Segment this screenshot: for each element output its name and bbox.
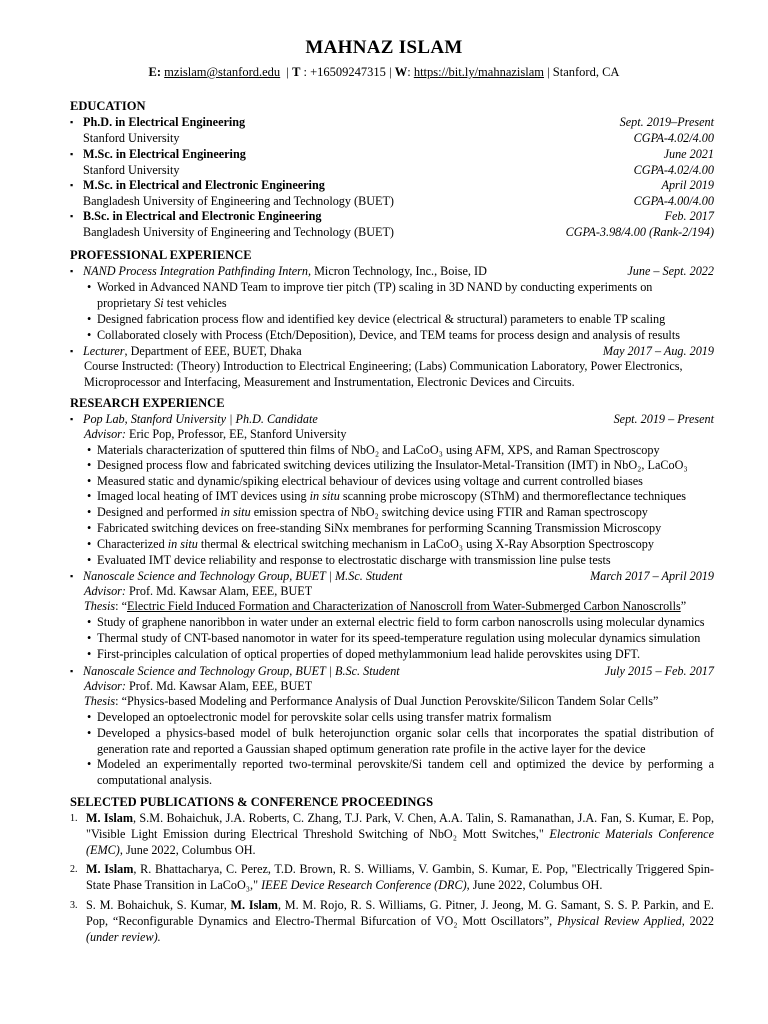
bullet-text: Developed a physics-based model of bulk heterojunction organic solar cells that incorporates the spatial distribution of generation rate and reported a Gaussian shaped optimum generation rate profile in the active layer for the device: [97, 726, 714, 756]
school-name: Bangladesh University of Engineering and Technology (BUET): [83, 194, 394, 208]
separator: |: [547, 65, 550, 79]
bullet-icon: •: [87, 710, 92, 724]
research-bullet: [88, 631, 714, 647]
publication-date: , 2022: [681, 914, 715, 928]
research-bullet: [88, 458, 714, 474]
publications-heading: SELECTED PUBLICATIONS & CONFERENCE PROCEEDINGS: [70, 795, 434, 809]
job-title-line: [83, 263, 487, 279]
research-date: July 2015 – Feb. 2017: [604, 664, 714, 678]
course-line: Course Instructed: (Theory) Introduction to Electrical Engineering; (Labs) Communication Laboratory, Power Electronics,: [84, 359, 683, 373]
school-name: Stanford University: [83, 163, 180, 177]
bullet-icon: •: [87, 647, 92, 661]
bullet-text: Fabricated switching devices on free-standing SiNx membranes for performing Scanning Transmission Microscopy: [97, 521, 662, 535]
square-bullet-icon: ▪: [70, 180, 74, 190]
advisor-name: Prof. Md. Kawsar Alam, EEE, BUET: [125, 679, 313, 693]
bullet-fragment: Designed and performed: [97, 505, 221, 519]
research-group: Nanoscale Science and Technology Group, BUET | B.Sc. Student: [83, 664, 400, 678]
degree-date: Sept. 2019–Present: [619, 115, 714, 129]
bullet-fragment: thermal & electrical switching mechanism in LaCoO₃ using X-Ray Absorption Spectroscopy: [197, 537, 654, 551]
research-bullet: [88, 537, 714, 553]
bullet-icon: •: [87, 615, 92, 629]
degree-title: M.Sc. in Electrical Engineering: [83, 147, 246, 161]
bullet-fragment: Characterized: [97, 537, 168, 551]
bullet-icon: •: [87, 505, 92, 519]
course-line: Microprocessor and Interfacing, Measurement and Instrumentation, Electronic Devices and Circuits.: [84, 374, 575, 389]
publication-item: [70, 861, 714, 893]
research-bullet: [88, 615, 714, 631]
publication-text: [86, 861, 714, 893]
job-header-row: [70, 263, 714, 279]
research-bullet: [88, 647, 714, 663]
research-bullet: [88, 505, 714, 521]
publication-item: [70, 810, 714, 858]
research-bullet: [88, 757, 714, 788]
bullet-text: [97, 489, 714, 505]
gpa: CGPA-4.02/4.00: [633, 131, 714, 145]
author-self: M. Islam: [86, 862, 134, 876]
research-date: March 2017 – April 2019: [590, 569, 714, 583]
square-bullet-icon: ▪: [70, 666, 74, 676]
thesis-title: Electric Field Induced Formation and Characterization of Nanoscroll from Water-Submerged Carbon Nanoscrolls: [127, 599, 681, 613]
advisor-line: [84, 679, 714, 695]
course-description: [84, 359, 714, 390]
square-bullet-icon: ▪: [70, 346, 74, 356]
bullet-icon: •: [87, 631, 92, 645]
thesis-line: [84, 694, 714, 710]
bullet-icon: •: [87, 328, 92, 342]
bullet-text: Materials characterization of sputtered thin films of NbO₂ and LaCoO₃ using AFM, XPS, and Raman Spectroscopy: [97, 443, 660, 457]
degree-date: April 2019: [661, 178, 714, 192]
experience-heading: PROFESSIONAL EXPERIENCE: [70, 248, 252, 262]
author-self: M. Islam: [86, 811, 134, 825]
research-bullet: [88, 474, 714, 490]
bullet-text: Modeled an experimentally reported two-terminal perovskite/Si tandem cell and optimized the device by performing a computational analysis.: [97, 757, 714, 787]
research-date: Sept. 2019 – Present: [613, 412, 714, 426]
thesis-title: : “Physics-based Modeling and Performance Analysis of Dual Junction Perovskite/Silicon Tandem Solar Cells”: [115, 694, 659, 708]
bullet-text: Designed process flow and fabricated switching devices utilizing the Insulator-Metal-Transition (IMT) in NbO₂, LaCoO₃: [97, 458, 688, 472]
job-date: June – Sept. 2022: [627, 264, 714, 278]
publication-date: , June 2022, Columbus OH.: [119, 843, 256, 857]
bullet-text: Developed an optoelectronic model for perovskite solar cells using transfer matrix formalism: [97, 710, 552, 724]
square-bullet-icon: ▪: [70, 414, 74, 424]
bullet-text: Collaborated closely with Process (Etch/Deposition), Device, and TEM teams for process design and analysis of results: [97, 328, 680, 342]
candidate-name: MAHNAZ ISLAM: [305, 37, 463, 58]
thesis-label: Thesis: [84, 694, 116, 708]
advisor-label: Advisor:: [84, 427, 126, 441]
square-bullet-icon: ▪: [70, 149, 74, 159]
email-link[interactable]: mzislam@stanford.edu: [164, 65, 281, 79]
gpa: CGPA-4.00/4.00: [633, 194, 714, 208]
degree-title: B.Sc. in Electrical and Electronic Engineering: [83, 209, 322, 223]
education-degree-row: [70, 208, 714, 224]
email-label: E:: [148, 65, 162, 79]
contact-line: E: mzislam@stanford.edu | T : +16509247315 | W: https://bit.ly/mahnazislam | Stanford, CA: [148, 65, 620, 79]
italic-term: in situ: [167, 537, 198, 551]
bullet-fragment: Imaged local heating of IMT devices using: [97, 489, 310, 503]
location: Stanford, CA: [552, 65, 620, 79]
bullet-fragment: emission spectra of NbO₂ switching device using FTIR and Raman spectroscopy: [250, 505, 648, 519]
bullet-line: Worked in Advanced NAND Team to improve tier pitch (TP) scaling in 3D NAND by conducting experiments on: [97, 280, 653, 294]
publication-number: 2.: [70, 864, 78, 875]
research-group: Nanoscale Science and Technology Group, BUET | M.Sc. Student: [83, 569, 403, 583]
advisor-name: Prof. Md. Kawsar Alam, EEE, BUET: [125, 584, 313, 598]
research-bullet: [88, 710, 714, 726]
job-employer: , Department of EEE, BUET, Dhaka: [124, 344, 302, 358]
publication-text: [86, 897, 714, 945]
education-degree-row: [70, 177, 714, 193]
research-header-row: [70, 663, 714, 679]
education-heading: EDUCATION: [70, 99, 146, 113]
research-heading: RESEARCH EXPERIENCE: [70, 396, 225, 410]
bullet-text: [97, 505, 714, 521]
bullet-icon: •: [87, 458, 92, 472]
publication-number: 1.: [70, 813, 78, 824]
job-date: May 2017 – Aug. 2019: [602, 344, 714, 358]
thesis-quote: : “: [115, 599, 127, 613]
research-bullet: [88, 489, 714, 505]
bullet-icon: •: [87, 521, 92, 535]
research-group: Pop Lab, Stanford University | Ph.D. Candidate: [83, 412, 318, 426]
square-bullet-icon: ▪: [70, 266, 74, 276]
separator: |: [389, 65, 392, 79]
education-degree-row: [70, 146, 714, 162]
square-bullet-icon: ▪: [70, 117, 74, 127]
bullet-icon: •: [87, 280, 92, 294]
bullet-line: proprietary: [97, 295, 155, 310]
square-bullet-icon: ▪: [70, 571, 74, 581]
publication-body: , M. M. Rojo, R. S. Williams, G. Pitner, J. Jeong, M. G. Samant, S. S. P. Parkin, and E. Pop, “Reconfigurable Dynamics and Electro-Thermal Bifurcation of VO₂ Mott Oscillators”,: [86, 898, 714, 928]
research-header-row: [70, 411, 714, 427]
publication-text: [86, 810, 714, 858]
gpa: CGPA-3.98/4.00 (Rank-2/194): [565, 225, 714, 239]
job-employer: Micron Technology, Inc., Boise, ID: [311, 264, 487, 278]
research-bullet: [88, 726, 714, 757]
education-school-row: [70, 130, 714, 146]
italic-term: in situ: [309, 489, 340, 503]
bullet-text: First-principles calculation of optical properties of doped methylammonium lead halide perovskites using DFT.: [97, 647, 641, 661]
publication-body: , S.M. Bohaichuk, J.A. Roberts, C. Zhang, T.J. Park, V. Chen, A.A. Talin, S. Ramanathan, J.A. Fan, S. Kumar, E. Pop, "Visible Light Emission during Electrical Threshold Switching of NbO₂ Mott Switches,": [86, 811, 714, 841]
education-school-row: [70, 193, 714, 209]
degree-title: M.Sc. in Electrical and Electronic Engineering: [83, 178, 325, 192]
degree-date: Feb. 2017: [664, 209, 714, 223]
publication-status: (under review).: [86, 930, 161, 944]
bullet-text: [97, 537, 714, 553]
school-name: Bangladesh University of Engineering and Technology (BUET): [83, 225, 394, 239]
bullet-icon: •: [87, 726, 92, 740]
education-school-row: [70, 162, 714, 178]
bullet-icon: •: [87, 553, 92, 567]
job-bullet: [88, 312, 714, 328]
website-link[interactable]: https://bit.ly/mahnazislam: [413, 65, 545, 79]
education-school-row: [70, 224, 714, 240]
publication-date: , June 2022, Columbus OH.: [466, 878, 603, 892]
publication-item: [70, 897, 714, 945]
research-bullet: [88, 443, 714, 459]
publication-number: 3.: [70, 900, 78, 911]
publication-venue: IEEE Device Research Conference (DRC): [261, 878, 467, 892]
publication-authors: S. M. Bohaichuk, S. Kumar,: [86, 898, 231, 912]
bullet-text: Designed fabrication process flow and identified key device (electrical & structural) parameters to enable TP scaling: [97, 312, 666, 326]
bullet-text: Study of graphene nanoribbon in water under an external electric field to form carbon nanoscrolls using molecular dynamics: [97, 615, 705, 629]
advisor-line: [84, 427, 714, 443]
bullet-text: Measured static and dynamic/spiking electrical behaviour of devices using voltage and current controlled biases: [97, 474, 643, 488]
advisor-line: [84, 584, 714, 600]
phone-number: : +16509247315: [300, 65, 386, 79]
phone-label: T: [292, 65, 301, 79]
research-header-row: [70, 568, 714, 584]
bullet-text: [97, 280, 714, 311]
job-title: Lecturer: [83, 344, 125, 358]
thesis-label: Thesis: [84, 599, 116, 613]
education-degree-row: [70, 114, 714, 130]
bullet-text: Thermal study of CNT-based nanomotor in water for its speed-temperature regulation using molecular dynamics simulation: [97, 631, 701, 645]
job-title-line: [83, 343, 302, 359]
research-bullet: [88, 521, 714, 537]
thesis-line: [84, 599, 714, 615]
author-self: M. Islam: [230, 898, 278, 912]
bullet-icon: •: [87, 443, 92, 457]
bullet-icon: •: [87, 474, 92, 488]
bullet-icon: •: [87, 757, 92, 771]
job-header-row: [70, 343, 714, 359]
research-bullet: [88, 553, 714, 569]
publication-venue: Electronic Materials Conference (EMC): [86, 827, 714, 857]
degree-date: June 2021: [663, 147, 714, 161]
job-title: NAND Process Integration Pathfinding Intern,: [83, 264, 312, 278]
gpa: CGPA-4.02/4.00: [633, 163, 714, 177]
web-label: W: [394, 65, 408, 79]
advisor-name: Eric Pop, Professor, EE, Stanford University: [125, 427, 347, 441]
italic-term: in situ: [220, 505, 251, 519]
publication-venue: Physical Review Applied: [557, 914, 682, 928]
italic-term: Si: [154, 295, 164, 310]
bullet-line: test vehicles: [163, 295, 227, 310]
job-bullet: [88, 328, 714, 344]
degree-title: Ph.D. in Electrical Engineering: [83, 115, 246, 129]
school-name: Stanford University: [83, 131, 180, 145]
job-bullet: [88, 280, 714, 311]
separator: |: [286, 65, 289, 79]
bullet-text: Evaluated IMT device reliability and response to electrostatic discharge with transmission line pulse tests: [97, 553, 611, 567]
bullet-fragment: scanning probe microscopy (SThM) and thermoreflectance techniques: [339, 489, 687, 503]
advisor-label: Advisor:: [84, 679, 126, 693]
bullet-icon: •: [87, 312, 92, 326]
bullet-icon: •: [87, 537, 92, 551]
publication-body: , R. Bhattacharya, C. Perez, T.D. Brown, R. S. Williams, V. Gambin, S. Kumar, E. Pop, "Electrically Triggered Spin-State Phase Transition in LaCoO₃,": [86, 862, 714, 892]
square-bullet-icon: ▪: [70, 211, 74, 221]
thesis-quote: ”: [680, 599, 687, 613]
advisor-label: Advisor:: [84, 584, 126, 598]
bullet-icon: •: [87, 489, 92, 503]
